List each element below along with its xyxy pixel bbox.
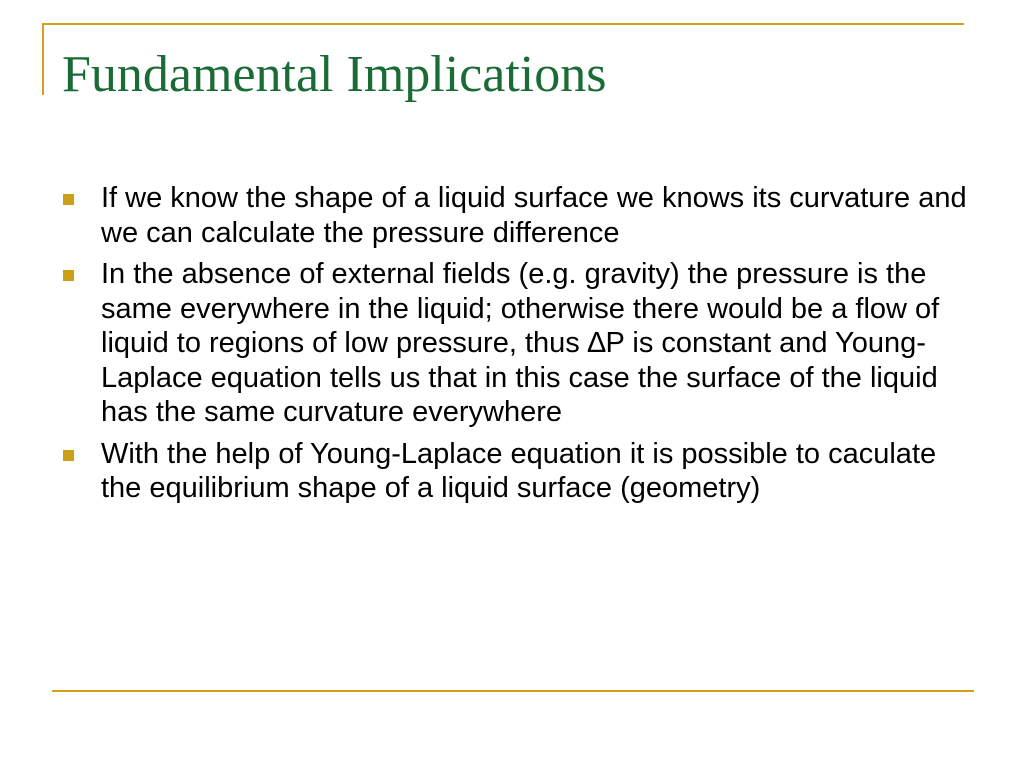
square-bullet-icon xyxy=(63,194,74,205)
bullet-list xyxy=(62,181,972,513)
top-accent-line xyxy=(42,23,964,25)
bullet-text: In the absence of external fields (e.g. gravity) the pressure is the same everywhere in the liquid; otherwise there would be a flow of liquid to regions of low pressure, thus ∆P is constant and Young-Laplace equation tells us that in this case the surface of the liquid has the same curvature everywhere xyxy=(101,258,940,428)
slide-title: Fundamental Implications xyxy=(62,46,607,103)
left-accent-line xyxy=(42,23,44,95)
bottom-accent-line xyxy=(52,690,974,692)
square-bullet-icon xyxy=(63,450,74,461)
bullet-text: With the help of Young-Laplace equation it is possible to caculate the equilibrium shape of a liquid surface (geometry) xyxy=(101,437,937,504)
bullet-item xyxy=(62,437,972,506)
bullet-item xyxy=(62,181,972,250)
bullet-item xyxy=(62,257,972,430)
bullet-text: If we know the shape of a liquid surface we knows its curvature and we can calculate the pressure difference xyxy=(101,182,967,249)
square-bullet-icon xyxy=(63,270,74,281)
